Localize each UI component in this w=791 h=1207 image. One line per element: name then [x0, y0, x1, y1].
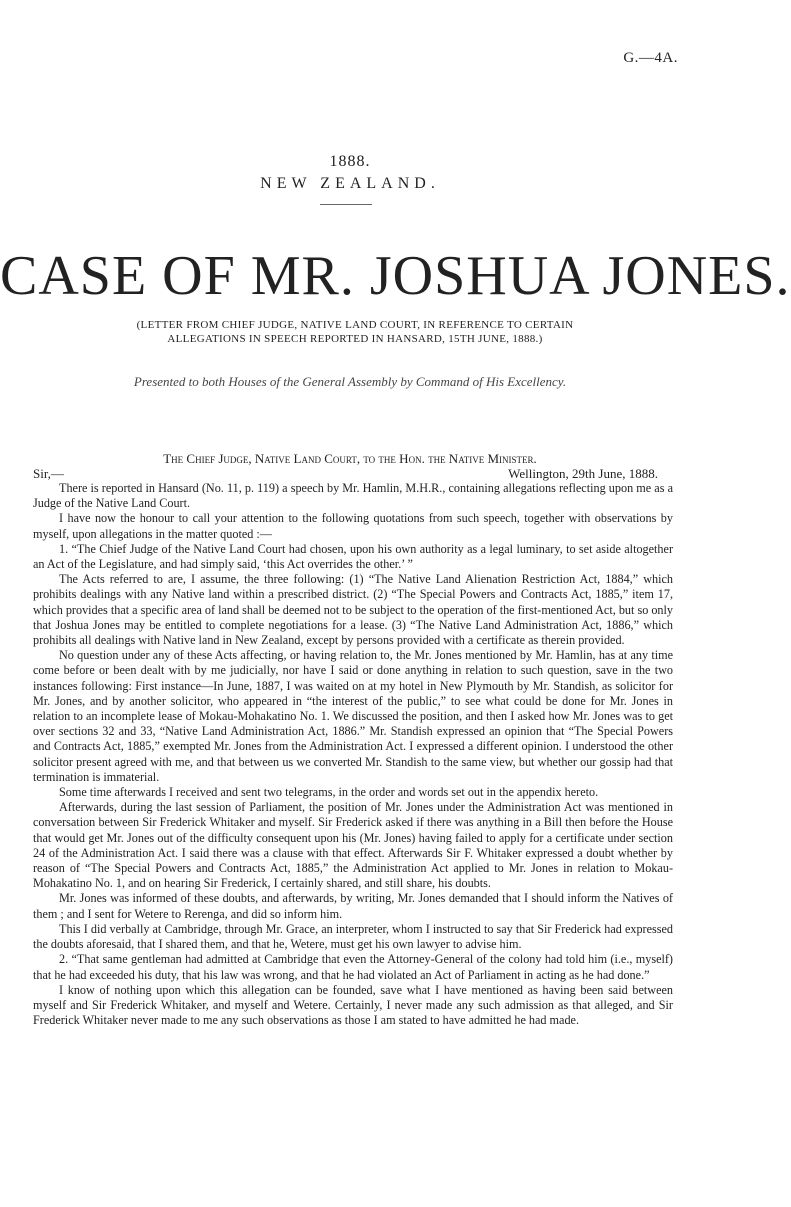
paragraph: 2. “That same gentleman had admitted at Cambridge that even the Attorney-General of the colony had told him (i.e., myself) that he had exceeded his duty, that his law was wrong, and that he had violated an Act of Parliament in acting as he had done.”: [33, 952, 673, 982]
paragraph: Some time afterwards I received and sent two telegrams, in the order and words set out in the appendix hereto.: [59, 785, 599, 800]
salutation: Sir,—: [33, 466, 64, 481]
letter-body: [33, 481, 673, 1028]
paragraph: This I did verbally at Cambridge, through Mr. Grace, an interpreter, whom I instructed to say that Sir Frederick had expressed the doubts aforesaid, that I shared them, and that he, Wetere, must get his own lawyer to advise him.: [33, 921, 673, 952]
year: 1888.: [329, 153, 371, 170]
country-heading: NEW ZEALAND.: [260, 175, 440, 192]
paragraph: Afterwards, during the last session of Parliament, the position of Mr. Jones under the Administration Act was mentioned in conversation between Sir Frederick Whitaker and myself. Sir Frederick asked if there was anything in a Bill then before the House that would get Mr. Jones out of the difficulty consequent upon his (Mr. Jones) having failed to apply for a certificate under section 24 of the Administration Act. I said there was a clause with that effect. Afterwards Sir F. Whitaker expressed a doubt whether by reason of “The Special Powers and Contracts Act, 1885,” the Administration Act applied to Mr. Jones in relation to Mokau-Mohakatino No. 1, and on hearing Sir Frederick, I certainly shared, and still share, his doubts.: [33, 800, 673, 891]
paragraph: There is reported in Hansard (No. 11, p. 119) a speech by Mr. Hamlin, M.H.R., containing allegations reflecting upon me as a Judge of the Native Land Court.: [33, 481, 673, 511]
dateline: Wellington, 29th June, 1888.: [508, 466, 658, 481]
document-title: CASE OF MR. JOSHUA JONES.: [0, 245, 791, 307]
paragraph: I know of nothing upon which this allegation can be founded, save what I have mentioned as having been said between myself and Sir Frederick Whitaker, and myself and Wetere. Certainly, I never made any such admission as that alleged, and Sir Frederick Whitaker never made to me any such observations as those I am stated to have admitted he had made.: [33, 982, 673, 1028]
presented-note: Presented to both Houses of the General Assembly by Command of His Excellency.: [133, 374, 567, 389]
document-reference: G.—4A.: [623, 50, 678, 66]
paragraph: Mr. Jones was informed of these doubts, and afterwards, by writing, Mr. Jones demanded that I should inform the Natives of them ; and I sent for Wetere to Rerenga, and did so inform him.: [33, 891, 673, 921]
letter-address: The Chief Judge, Native Land Court, to the Hon. the Native Minister.: [163, 451, 537, 466]
paragraph: I have now the honour to call your attention to the following quotations from such speech, together with observations by myself, upon allegations in the matter quoted :—: [33, 511, 673, 541]
paragraph: 1. “The Chief Judge of the Native Land Court had chosen, upon his own authority as a legal luminary, to set aside altogether an Act of the Legislature, and had simply said, ‘this Act overrides the other.’ ”: [33, 541, 673, 572]
paragraph: The Acts referred to are, I assume, the three following: (1) “The Native Land Alienation Restriction Act, 1884,” which prohibits dealings with any Native land within a prescribed district. (2) “The Special Powers and Contracts Act, 1885,” item 17, which provides that a specific area of land shall be deemed not to be subject to the operation of the first-mentioned Act, but so only that Joshua Jones may be entitled to complete negotiations for a lease. (3) “The Native Land Administration Act, 1886,” which prohibits all dealings with Native land in New Zealand, except by persons provided with a certificate as therein provided.: [33, 572, 673, 648]
document-subtitle: (LETTER FROM CHIEF JUDGE, NATIVE LAND COURT, IN REFERENCE TO CERTAIN ALLEGATIONS IN SPEECH REPORTED IN HANSARD, 15TH JUNE, 1888.): [136, 319, 574, 345]
paragraph: No question under any of these Acts affecting, or having relation to, the Mr. Jones mentioned by Mr. Hamlin, has at any time come before or been dealt with by me judicially, nor have I said or done anything in relation to such question, save in the two instances following: First instance—In June, 1887, I was waited on at my hotel in New Plymouth by Mr. Standish, as solicitor for Mr. Jones, and by another solicitor, who appeared in “the interest of the public,” to see what could be done for Mr. Jones in relation to an incomplete lease of Mokau-Mohakatino No. 1. We discussed the position, and then I asked how Mr. Jones was to get over sections 32 and 33, “Native Land Administration Act, 1886.” Mr. Standish expressed an opinion that “The Special Powers and Contracts Act, 1885,” exempted Mr. Jones from the Administration Act. I expressed a different opinion. I understood the other solicitor present agreed with me, and that between us we converted Mr. Standish to the same view, but whether our gossip had that termination is immaterial.: [33, 648, 673, 784]
divider: [320, 204, 372, 205]
